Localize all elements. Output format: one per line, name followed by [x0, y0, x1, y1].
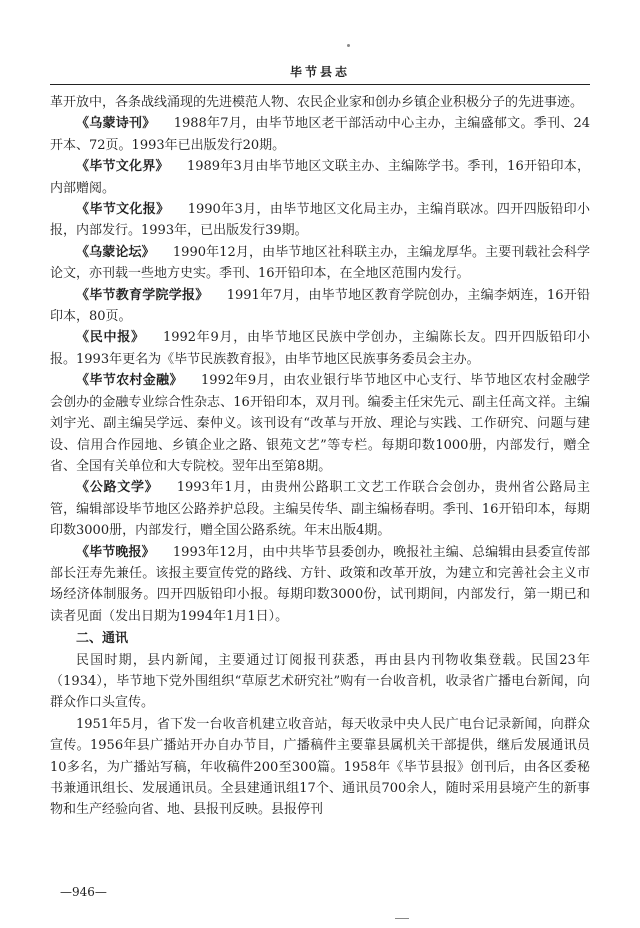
entry-text: 由毕节地区民族中学创办，主编陈长友。四开四版铅印小报。1993年更名为《毕节民族教育报》，由毕节地区民族事务委员会主办。 [50, 330, 590, 367]
entry-date: 1992年9月， [201, 373, 284, 389]
entry-date: 1990年12月， [172, 244, 263, 260]
page-number: —946— [60, 885, 107, 899]
entry-paragraph [50, 242, 590, 285]
entry-title: 《毕节文化报》 [76, 202, 170, 218]
entry-title: 《乌蒙诗刊》 [76, 116, 156, 132]
entry-paragraph [50, 542, 590, 628]
entry-date: 1988年7月， [173, 116, 256, 132]
entry-title: 《毕节农村金融》 [76, 373, 183, 389]
entry-text: 由贵州公路职工文艺工作联合会创办，贵州省公路局主管，编辑部设毕节地区公路养护总段。主编吴传华、副主编杨春明。季刊、16开铅印本，每期印数3000册，内部发行，赠全国公路系统。年末出版4期。 [50, 480, 590, 539]
entry-title: 《乌蒙论坛》 [76, 244, 155, 260]
header-rule [50, 84, 590, 85]
entry-paragraph [50, 370, 590, 477]
entry-date: 1989年3月 [186, 159, 256, 175]
entry-date: 1991年7月， [226, 287, 309, 303]
entry-paragraph [50, 199, 590, 242]
entry-text: 由中共毕节县委创办，晚报社主编、总编辑由县委宣传部部长汪寿先兼任。该报主要宣传党的路线、方针、政策和改革开放，为建立和完善社会主义市场经济体制服务。四开四版铅印小报。每期印数3000份，试刊期间，内部发行，第一期已和读者见面（发出日期为1994年1月1日）。 [50, 544, 590, 624]
scan-speck [395, 918, 409, 919]
entry-paragraph [50, 327, 590, 370]
entry-text: 由毕节地区老干部活动中心主办，主编盛郁文。季刊、24开本、72页。1993年已出版发行20期。 [50, 116, 590, 153]
entry-paragraph [50, 156, 590, 199]
intro-continuation: 革开放中，各条战线涌现的先进模范人物、农民企业家和创办乡镇企业积极分子的先进事迹。 [50, 95, 584, 110]
entry-title: 《毕节晚报》 [76, 544, 155, 560]
body-text [50, 92, 590, 821]
entry-date: 1993年12月， [172, 544, 263, 560]
entry-date: 1993年1月， [176, 480, 261, 496]
page-header-title: 毕节县志 [289, 65, 350, 79]
entry-text: 由毕节地区教育学院创办，主编李炳连，16开铅印本，80页。 [50, 287, 590, 325]
entries-list [50, 113, 590, 627]
entry-text: 由毕节地区社科联主办，主编龙厚华。主要刊载社会科学论文，亦刊载一些地方史实。季刊、16开铅印本，在全地区范围内发行。 [50, 244, 590, 282]
entry-title: 《毕节文化界》 [76, 159, 169, 175]
entry-text: 由毕节地区文化局主办，主编肖联冰。四开四版铅印小报，内部发行。1993年，已出版发行39期。 [50, 202, 590, 239]
section-paragraph: 1951年5月，省下发一台收音机建立收音站，每天收录中央人民广电台记录新闻，向群众宣传。1956年县广播站开办自办节目，广播稿件主要靠县属机关干部提供，继后发展通讯员10多名，为广播站写稿，年收稿件200至300篇。1958年《毕节县报》创刊后，由各区委秘书兼通讯组长、发展通讯员。全县建通讯组17个、通讯员700余人，随时采用县境产生的新事物和生产经验向省、地、县报刊反映。县报停刊 [50, 716, 590, 818]
section-heading: 二、通讯 [76, 631, 129, 647]
entry-text: 由农业银行毕节地区中心支行、毕节地区农村金融学会创办的金融专业综合性杂志、16开铅印本，双月刊。编委主任宋先元、副主任高文祥。主编刘宇光、副主编吴学远、秦仲义。该刊设有“改革与开放、理论与实践、工作研究、问题与建设、信用合作园地、乡镇企业之路、银苑文艺”等专栏。每期印数1000册，内部发行，赠全省、全国有关单位和大专院校。翌年出至第8期。 [50, 373, 590, 474]
scan-speck [347, 44, 350, 47]
section-paragraph: 民国时期，县内新闻，主要通过订阅报刊获悉，再由县内刊物收集登载。民国23年（1934），毕节地下党外围组织“草原艺术研究社”购有一台收音机，收录省广播电台新闻，向群众作口头宣传。 [50, 652, 590, 711]
entry-paragraph [50, 285, 590, 328]
entry-date: 1992年9月， [162, 330, 248, 346]
entry-paragraph [50, 477, 590, 541]
entry-text: 由毕节地区文联主办、主编陈学书。季刊，16开铅印本，内部赠阅。 [50, 159, 590, 196]
entry-title: 《毕节教育学院学报》 [76, 287, 209, 303]
entry-title: 《公路文学》 [76, 480, 159, 496]
entry-title: 《民中报》 [76, 330, 145, 346]
entry-paragraph [50, 113, 590, 156]
entry-date: 1990年3月， [187, 202, 270, 218]
section-paragraphs [50, 650, 590, 821]
